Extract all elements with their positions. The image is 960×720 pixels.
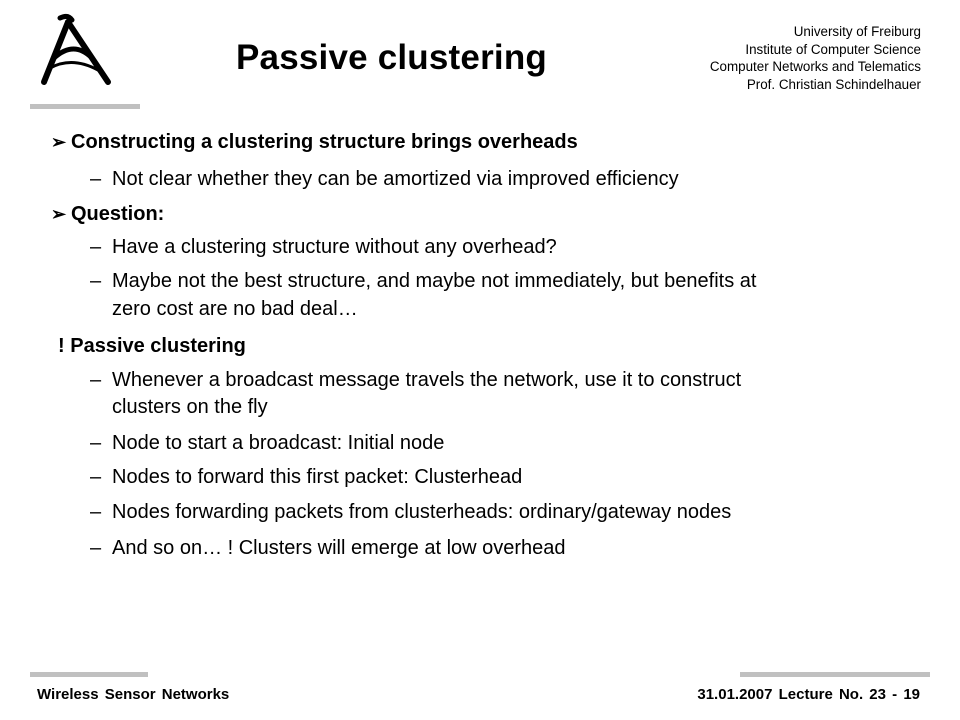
bullet-text: Node to start a broadcast: Initial node <box>112 432 445 454</box>
dash-marker: – <box>90 501 102 523</box>
bullet-text: Have a clustering structure without any overhead? <box>112 236 557 258</box>
sub-bullet-item <box>90 236 557 259</box>
bullet-text: Maybe not the best structure, and maybe not immediately, but benefits at <box>112 270 757 292</box>
sub-bullet-item <box>90 168 679 191</box>
dash-marker: – <box>90 168 102 190</box>
arrow-bullet-icon: ➢ <box>51 204 67 224</box>
sub-bullet-item <box>90 466 522 489</box>
sub-bullet-item <box>90 432 444 455</box>
dash-marker: – <box>90 466 102 488</box>
dash-marker: – <box>90 270 102 292</box>
bullet-text: And so on… ! Clusters will emerge at low overhead <box>112 537 566 559</box>
arrow-bullet-icon: ➢ <box>51 132 67 152</box>
bullet-text: Passive clustering <box>70 335 246 357</box>
bullet-text: Question: <box>71 203 165 225</box>
footer-divider-right <box>740 672 930 677</box>
dash-marker: – <box>90 236 102 258</box>
sub-bullet-item <box>90 501 731 524</box>
institution-line: University of Freiburg <box>793 24 921 39</box>
footer-divider-left <box>30 672 148 677</box>
bullet-continuation: zero cost are no bad deal… <box>112 298 358 320</box>
dash-marker: – <box>90 537 102 559</box>
bullet-item <box>58 335 246 358</box>
bullet-text: Whenever a broadcast message travels the network, use it to construct <box>112 369 742 391</box>
slide-title: Passive clustering <box>236 38 547 77</box>
exclamation-marker: ! <box>58 335 65 357</box>
institution-line: Computer Networks and Telematics <box>709 59 921 75</box>
bullet-item <box>51 203 164 226</box>
footer-course-title: Wireless Sensor Networks <box>37 686 230 703</box>
bullet-text: Constructing a clustering structure brings overheads <box>71 131 578 153</box>
bullet-text: Nodes to forward this first packet: Clusterhead <box>112 466 523 488</box>
bullet-continuation: clusters on the fly <box>112 396 268 418</box>
footer-lecture-info: 31.01.2007 Lecture No. 23 - 19 <box>697 686 920 703</box>
bullet-text: Not clear whether they can be amortized via improved efficiency <box>112 168 679 190</box>
bullet-item <box>51 131 578 154</box>
dash-marker: – <box>90 369 102 391</box>
bullet-text: Nodes forwarding packets from clusterheads: ordinary/gateway nodes <box>112 501 732 523</box>
sub-bullet-item <box>90 537 566 560</box>
sub-bullet-item <box>90 270 756 293</box>
institution-line: Institute of Computer Science <box>745 41 921 57</box>
sub-bullet-item <box>90 369 741 392</box>
dash-marker: – <box>90 432 102 454</box>
institution-line: Prof. Christian Schindelhauer <box>746 76 921 92</box>
